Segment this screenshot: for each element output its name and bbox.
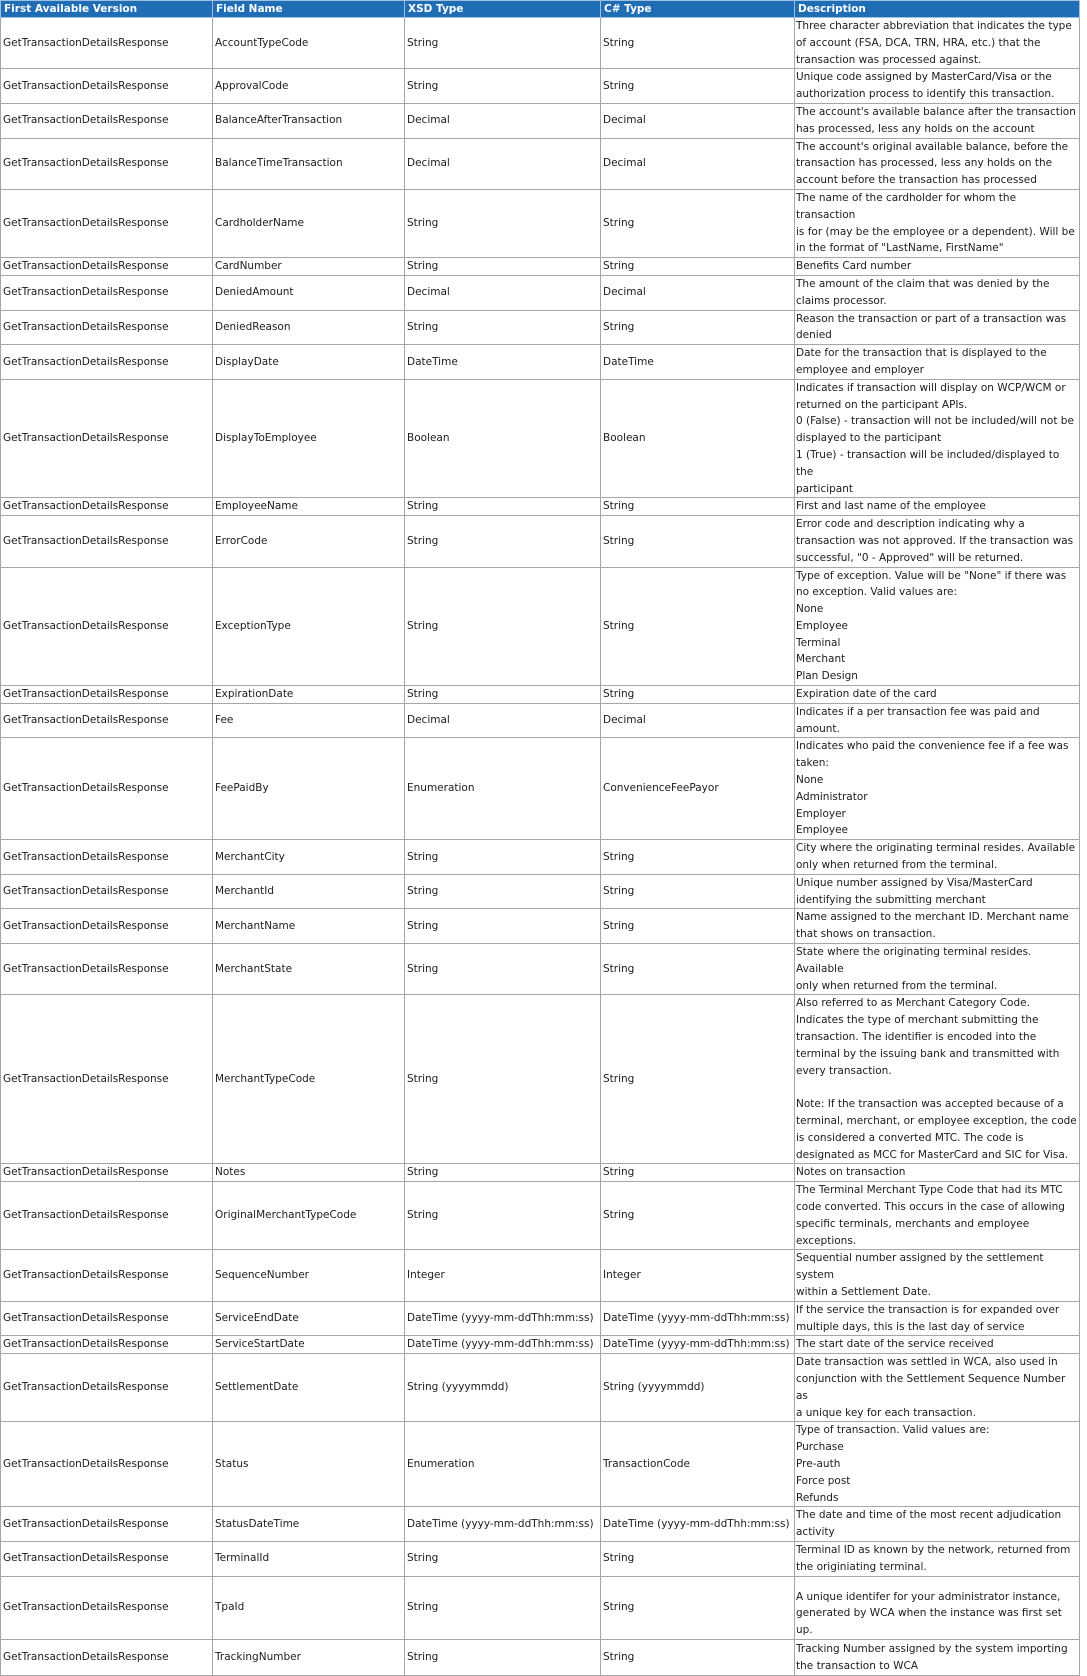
cell-description: The amount of the claim that was denied by the claims processor. (795, 275, 1080, 310)
cell-xsd-type: String (405, 840, 601, 875)
cell-xsd-type: String (yyyymmdd) (405, 1354, 601, 1422)
table-row (1, 1422, 1080, 1507)
cell-csharp-type: DateTime (yyyy-mm-ddThh:mm:ss) (601, 1301, 795, 1336)
cell-field-name: DisplayDate (213, 345, 405, 380)
cell-field-name: CardNumber (213, 258, 405, 276)
table-row (1, 1182, 1080, 1250)
cell-xsd-type: String (405, 1639, 601, 1675)
header-xsd-type: XSD Type (405, 1, 601, 18)
cell-description: Tracking Number assigned by the system importing the transaction to WCA (795, 1639, 1080, 1675)
cell-xsd-type: Decimal (405, 275, 601, 310)
cell-first-available-version: GetTransactionDetailsResponse (1, 516, 213, 567)
table-row (1, 18, 1080, 69)
cell-csharp-type: String (601, 567, 795, 686)
table-row (1, 995, 1080, 1164)
cell-first-available-version: GetTransactionDetailsResponse (1, 1250, 213, 1301)
cell-first-available-version: GetTransactionDetailsResponse (1, 498, 213, 516)
cell-description: Terminal ID as known by the network, returned from the originiating terminal. (795, 1541, 1080, 1576)
cell-field-name: ErrorCode (213, 516, 405, 567)
table-row (1, 1576, 1080, 1639)
table-row (1, 703, 1080, 738)
cell-xsd-type: String (405, 1541, 601, 1576)
table-row (1, 1507, 1080, 1542)
cell-csharp-type: Boolean (601, 379, 795, 498)
cell-csharp-type: String (601, 1576, 795, 1639)
cell-xsd-type: Decimal (405, 103, 601, 138)
cell-field-name: SettlementDate (213, 1354, 405, 1422)
cell-xsd-type: String (405, 189, 601, 257)
cell-xsd-type: String (405, 909, 601, 944)
cell-first-available-version: GetTransactionDetailsResponse (1, 1507, 213, 1542)
cell-field-name: MerchantCity (213, 840, 405, 875)
cell-description: State where the originating terminal resides. Available only when returned from the terminal. (795, 944, 1080, 995)
cell-xsd-type: DateTime (yyyy-mm-ddThh:mm:ss) (405, 1336, 601, 1354)
cell-xsd-type: String (405, 69, 601, 104)
cell-field-name: OriginalMerchantTypeCode (213, 1182, 405, 1250)
cell-first-available-version: GetTransactionDetailsResponse (1, 18, 213, 69)
cell-description: Unique number assigned by Visa/MasterCard identifying the submitting merchant (795, 874, 1080, 909)
table-row (1, 345, 1080, 380)
cell-first-available-version: GetTransactionDetailsResponse (1, 686, 213, 704)
cell-description: Indicates who paid the convenience fee if a fee was taken: None Administrator Employer Employee (795, 738, 1080, 840)
cell-description: City where the originating terminal resides. Available only when returned from the terminal. (795, 840, 1080, 875)
cell-first-available-version: GetTransactionDetailsResponse (1, 345, 213, 380)
cell-first-available-version: GetTransactionDetailsResponse (1, 1182, 213, 1250)
cell-csharp-type: String (601, 189, 795, 257)
cell-field-name: MerchantState (213, 944, 405, 995)
table-row (1, 1301, 1080, 1336)
cell-xsd-type: String (405, 567, 601, 686)
cell-first-available-version: GetTransactionDetailsResponse (1, 310, 213, 345)
cell-xsd-type: DateTime (yyyy-mm-ddThh:mm:ss) (405, 1301, 601, 1336)
cell-xsd-type: String (405, 1164, 601, 1182)
cell-xsd-type: String (405, 874, 601, 909)
cell-description: Benefits Card number (795, 258, 1080, 276)
cell-description: Reason the transaction or part of a transaction was denied (795, 310, 1080, 345)
cell-csharp-type: DateTime (yyyy-mm-ddThh:mm:ss) (601, 1336, 795, 1354)
cell-description: First and last name of the employee (795, 498, 1080, 516)
cell-csharp-type: TransactionCode (601, 1422, 795, 1507)
cell-field-name: ExceptionType (213, 567, 405, 686)
cell-field-name: AccountTypeCode (213, 18, 405, 69)
cell-csharp-type: String (601, 874, 795, 909)
cell-description: The date and time of the most recent adjudication activity (795, 1507, 1080, 1542)
table-row (1, 103, 1080, 138)
cell-first-available-version: GetTransactionDetailsResponse (1, 1422, 213, 1507)
cell-first-available-version: GetTransactionDetailsResponse (1, 379, 213, 498)
cell-description: Error code and description indicating why a transaction was not approved. If the transaction was successful, "0 - Approved" will be returned. (795, 516, 1080, 567)
cell-description: Indicates if transaction will display on WCP/WCM or returned on the participant APIs. 0 (False) - transaction will not be included/will not be displayed to the participant 1 (True) - transaction will be included/displayed to the participant (795, 379, 1080, 498)
cell-description: Sequential number assigned by the settlement system within a Settlement Date. (795, 1250, 1080, 1301)
cell-field-name: MerchantName (213, 909, 405, 944)
cell-csharp-type: String (601, 909, 795, 944)
cell-field-name: Notes (213, 1164, 405, 1182)
cell-first-available-version: GetTransactionDetailsResponse (1, 69, 213, 104)
table-row (1, 69, 1080, 104)
cell-first-available-version: GetTransactionDetailsResponse (1, 1336, 213, 1354)
cell-xsd-type: Enumeration (405, 738, 601, 840)
cell-field-name: TrackingNumber (213, 1639, 405, 1675)
cell-first-available-version: GetTransactionDetailsResponse (1, 1354, 213, 1422)
table-row (1, 909, 1080, 944)
cell-first-available-version: GetTransactionDetailsResponse (1, 1541, 213, 1576)
cell-csharp-type: Decimal (601, 703, 795, 738)
cell-description: Expiration date of the card (795, 686, 1080, 704)
cell-xsd-type: String (405, 1182, 601, 1250)
table-row (1, 516, 1080, 567)
cell-field-name: DeniedAmount (213, 275, 405, 310)
table-row (1, 498, 1080, 516)
cell-csharp-type: DateTime (601, 345, 795, 380)
header-first-available-version: First Available Version (1, 1, 213, 18)
cell-csharp-type: String (601, 1182, 795, 1250)
table-row (1, 138, 1080, 189)
cell-xsd-type: String (405, 258, 601, 276)
header-row (1, 1, 1080, 18)
cell-field-name: ExpirationDate (213, 686, 405, 704)
cell-xsd-type: Boolean (405, 379, 601, 498)
header-field-name: Field Name (213, 1, 405, 18)
cell-csharp-type: String (601, 18, 795, 69)
cell-first-available-version: GetTransactionDetailsResponse (1, 874, 213, 909)
cell-field-name: BalanceTimeTransaction (213, 138, 405, 189)
cell-xsd-type: String (405, 686, 601, 704)
cell-csharp-type: String (601, 840, 795, 875)
cell-csharp-type: String (601, 1639, 795, 1675)
cell-first-available-version: GetTransactionDetailsResponse (1, 567, 213, 686)
cell-first-available-version: GetTransactionDetailsResponse (1, 189, 213, 257)
table-row (1, 189, 1080, 257)
cell-first-available-version: GetTransactionDetailsResponse (1, 944, 213, 995)
cell-field-name: Fee (213, 703, 405, 738)
table-row (1, 1354, 1080, 1422)
cell-csharp-type: String (601, 516, 795, 567)
cell-description: The start date of the service received (795, 1336, 1080, 1354)
header-csharp-type: C# Type (601, 1, 795, 18)
cell-xsd-type: Integer (405, 1250, 601, 1301)
cell-field-name: MerchantTypeCode (213, 995, 405, 1164)
cell-csharp-type: String (yyyymmdd) (601, 1354, 795, 1422)
cell-description: Notes on transaction (795, 1164, 1080, 1182)
cell-xsd-type: String (405, 1576, 601, 1639)
cell-field-name: ServiceEndDate (213, 1301, 405, 1336)
table-row (1, 1541, 1080, 1576)
table-row (1, 258, 1080, 276)
cell-first-available-version: GetTransactionDetailsResponse (1, 909, 213, 944)
cell-description: If the service the transaction is for expanded over multiple days, this is the last day of service (795, 1301, 1080, 1336)
cell-field-name: Status (213, 1422, 405, 1507)
cell-description: Type of transaction. Valid values are: Purchase Pre-auth Force post Refunds (795, 1422, 1080, 1507)
cell-xsd-type: String (405, 498, 601, 516)
cell-xsd-type: String (405, 310, 601, 345)
cell-description: Indicates if a per transaction fee was paid and amount. (795, 703, 1080, 738)
cell-description: Name assigned to the merchant ID. Merchant name that shows on transaction. (795, 909, 1080, 944)
cell-field-name: DeniedReason (213, 310, 405, 345)
cell-xsd-type: DateTime (yyyy-mm-ddThh:mm:ss) (405, 1507, 601, 1542)
cell-description: Three character abbreviation that indicates the type of account (FSA, DCA, TRN, HRA, etc.) that the transaction was processed against. (795, 18, 1080, 69)
cell-xsd-type: String (405, 944, 601, 995)
table-row (1, 840, 1080, 875)
cell-xsd-type: String (405, 18, 601, 69)
cell-description: The account's available balance after the transaction has processed, less any holds on the account (795, 103, 1080, 138)
cell-first-available-version: GetTransactionDetailsResponse (1, 1576, 213, 1639)
cell-xsd-type: Decimal (405, 138, 601, 189)
cell-csharp-type: Integer (601, 1250, 795, 1301)
cell-description: Unique code assigned by MasterCard/Visa or the authorization process to identify this transaction. (795, 69, 1080, 104)
cell-first-available-version: GetTransactionDetailsResponse (1, 1639, 213, 1675)
cell-xsd-type: String (405, 516, 601, 567)
cell-field-name: ServiceStartDate (213, 1336, 405, 1354)
cell-description: Date for the transaction that is displayed to the employee and employer (795, 345, 1080, 380)
cell-xsd-type: Decimal (405, 703, 601, 738)
cell-field-name: CardholderName (213, 189, 405, 257)
cell-first-available-version: GetTransactionDetailsResponse (1, 703, 213, 738)
cell-csharp-type: String (601, 310, 795, 345)
cell-xsd-type: Enumeration (405, 1422, 601, 1507)
cell-field-name: StatusDateTime (213, 1507, 405, 1542)
cell-field-name: FeePaidBy (213, 738, 405, 840)
cell-field-name: SequenceNumber (213, 1250, 405, 1301)
table-row (1, 1336, 1080, 1354)
cell-first-available-version: GetTransactionDetailsResponse (1, 138, 213, 189)
cell-xsd-type: DateTime (405, 345, 601, 380)
cell-csharp-type: ConvenienceFeePayor (601, 738, 795, 840)
cell-xsd-type: String (405, 995, 601, 1164)
cell-field-name: ApprovalCode (213, 69, 405, 104)
table-row (1, 567, 1080, 686)
table-row (1, 686, 1080, 704)
cell-csharp-type: String (601, 258, 795, 276)
table-row (1, 310, 1080, 345)
cell-csharp-type: Decimal (601, 103, 795, 138)
cell-field-name: MerchantId (213, 874, 405, 909)
cell-first-available-version: GetTransactionDetailsResponse (1, 1301, 213, 1336)
cell-csharp-type: DateTime (yyyy-mm-ddThh:mm:ss) (601, 1507, 795, 1542)
cell-first-available-version: GetTransactionDetailsResponse (1, 258, 213, 276)
cell-first-available-version: GetTransactionDetailsResponse (1, 1164, 213, 1182)
cell-csharp-type: String (601, 686, 795, 704)
cell-csharp-type: String (601, 995, 795, 1164)
cell-field-name: TerminalId (213, 1541, 405, 1576)
cell-csharp-type: Decimal (601, 275, 795, 310)
cell-field-name: BalanceAfterTransaction (213, 103, 405, 138)
cell-first-available-version: GetTransactionDetailsResponse (1, 738, 213, 840)
cell-csharp-type: String (601, 1541, 795, 1576)
table-header (1, 1, 1080, 18)
table-row (1, 874, 1080, 909)
cell-description: The Terminal Merchant Type Code that had its MTC code converted. This occurs in the case of allowing specific terminals, merchants and employee exceptions. (795, 1182, 1080, 1250)
cell-description: Date transaction was settled in WCA, also used in conjunction with the Settlement Sequence Number as a unique key for each transaction. (795, 1354, 1080, 1422)
cell-field-name: TpaId (213, 1576, 405, 1639)
table-row (1, 1164, 1080, 1182)
table-row (1, 379, 1080, 498)
header-description: Description (795, 1, 1080, 18)
cell-csharp-type: String (601, 1164, 795, 1182)
table-row (1, 275, 1080, 310)
cell-description: The account's original available balance, before the transaction has processed, less any holds on the account before the transaction has processed (795, 138, 1080, 189)
cell-field-name: DisplayToEmployee (213, 379, 405, 498)
cell-first-available-version: GetTransactionDetailsResponse (1, 103, 213, 138)
table-row (1, 1250, 1080, 1301)
cell-field-name: EmployeeName (213, 498, 405, 516)
table-body (1, 18, 1080, 1676)
cell-description: Type of exception. Value will be "None" if there was no exception. Valid values are: None Employee Terminal Merchant Plan Design (795, 567, 1080, 686)
cell-csharp-type: Decimal (601, 138, 795, 189)
cell-first-available-version: GetTransactionDetailsResponse (1, 840, 213, 875)
cell-csharp-type: String (601, 498, 795, 516)
cell-description: The name of the cardholder for whom the transaction is for (may be the employee or a dependent). Will be in the format of "LastName, FirstName" (795, 189, 1080, 257)
cell-csharp-type: String (601, 69, 795, 104)
table-row (1, 738, 1080, 840)
cell-description: Also referred to as Merchant Category Code. Indicates the type of merchant submitting the transaction. The identifier is encoded into the terminal by the issuing bank and transmitted with every transaction. Note: If the transaction was accepted because of a terminal, merchant, or employee exception, the code is considered a converted MTC. The code is designated as MCC for MasterCard and SIC for Visa. (795, 995, 1080, 1164)
cell-first-available-version: GetTransactionDetailsResponse (1, 275, 213, 310)
cell-first-available-version: GetTransactionDetailsResponse (1, 995, 213, 1164)
cell-csharp-type: String (601, 944, 795, 995)
table-row (1, 1639, 1080, 1675)
table-row (1, 944, 1080, 995)
cell-description: A unique identifer for your administrator instance, generated by WCA when the instance was first set up. (795, 1576, 1080, 1639)
